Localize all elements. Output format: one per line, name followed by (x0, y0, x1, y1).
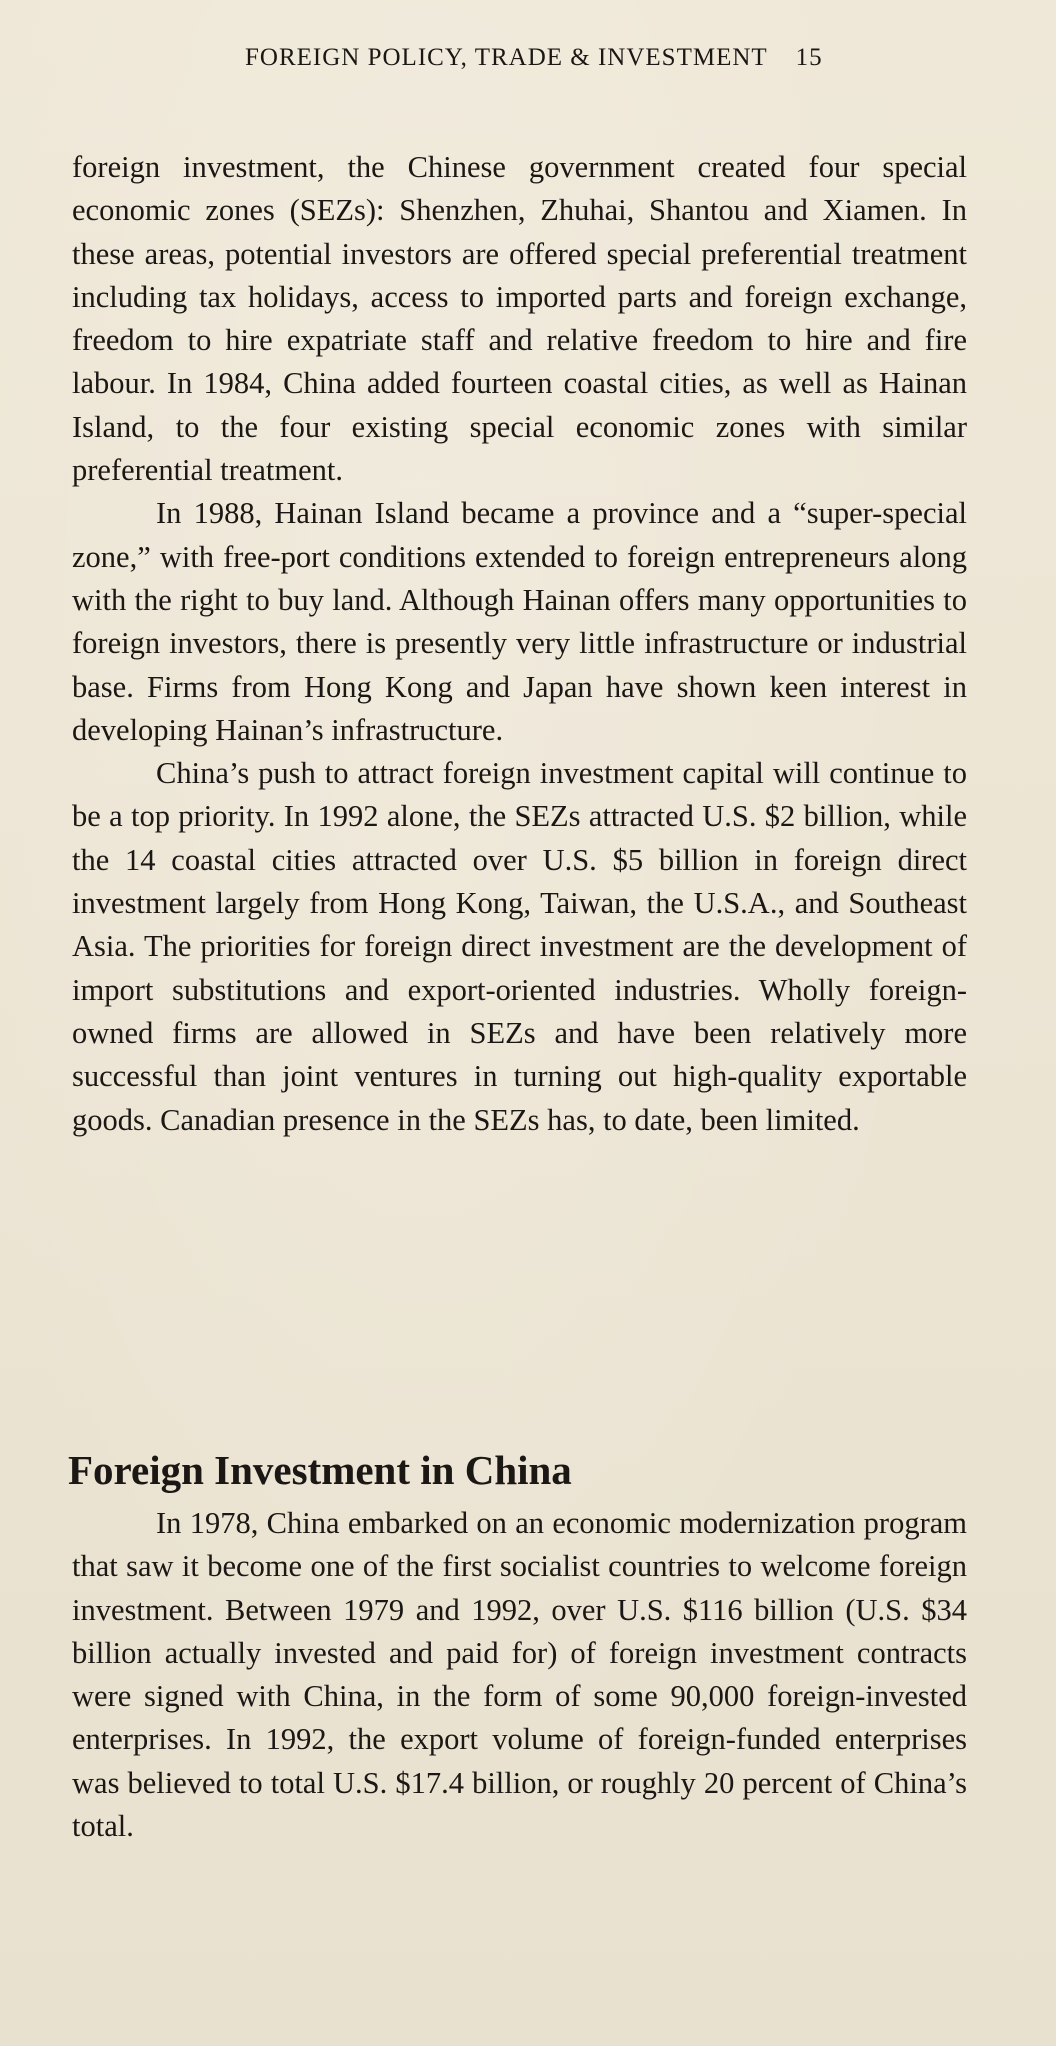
section-heading: Foreign Investment in China (68, 1447, 572, 1493)
paragraph: China’s push to attract foreign investment capital will continue to be a top priority. In 1992 alone, the SEZs attracted U.S. $2 billion, while the 14 coastal cities attracted over U.S. $5 billion in foreign direct investment largely from Hong Kong, Taiwan, the U.S.A., and Southeast Asia. The priorities for foreign direct investment are the development of import substitutions and export-oriented industries. Wholly foreign-owned firms are allowed in SEZs and have been relatively more successful than joint ventures in turning out high-quality exportable goods. Canadian presence in the SEZs has, to date, been limited. (72, 756, 967, 1137)
paragraph: In 1978, China embarked on an economic modernization program that saw it become one of the first socialist countries to welcome foreign investment. Between 1979 and 1992, over U.S. $116 billion (U.S. $34 billion actually invested and paid for) of foreign investment contracts were signed with China, in the form of some 90,000 foreign-invested enterprises. In 1992, the export volume of foreign-funded enterprises was believed to total U.S. $17.4 billion, or roughly 20 percent of China’s total. (72, 1506, 967, 1844)
running-head-title: FOREIGN POLICY, TRADE & INVESTMENT (245, 44, 768, 71)
body-text-section-1 (72, 146, 967, 1142)
page-number: 15 (795, 44, 823, 71)
paragraph: foreign investment, the Chinese government created four special economic zones (SEZs): Shenzhen, Zhuhai, Shantou and Xiamen. In these areas, potential investors are offered special preferential treatment including tax holidays, access to imported parts and foreign exchange, freedom to hire expatriate staff and relative freedom to hire and fire labour. In 1984, China added fourteen coastal cities, as well as Hainan Island, to the four existing special economic zones with similar preferential treatment. (72, 150, 967, 488)
running-head (245, 44, 965, 72)
body-text-section-2 (72, 1502, 967, 1848)
paragraph: In 1988, Hainan Island became a province and a “super-special zone,” with free-port conditions extended to foreign entrepreneurs along with the right to buy land. Although Hainan offers many opportunities to foreign investors, there is presently very little infrastructure or industrial base. Firms from Hong Kong and Japan have shown keen interest in developing Hainan’s infrastructure. (72, 496, 967, 747)
